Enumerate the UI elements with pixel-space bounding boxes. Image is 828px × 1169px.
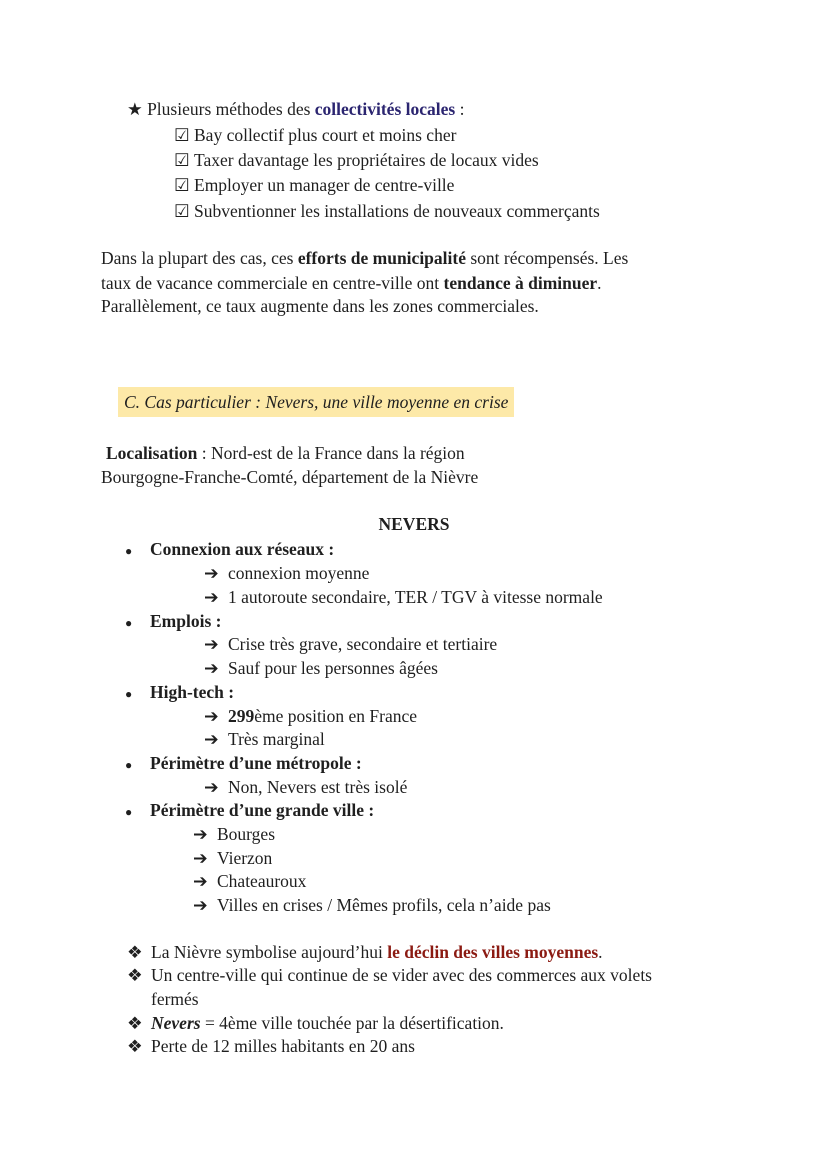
sub-item: ➔ connexion moyenne xyxy=(204,563,370,583)
bullet-item: ● High-tech : xyxy=(125,680,234,706)
checklist-text: Employer un manager de centre-ville xyxy=(194,175,455,195)
bullet-item: ● Périmètre d’une grande ville : xyxy=(125,798,374,824)
localisation-line: Localisation : Nord-est de la France dans la région xyxy=(106,443,465,463)
sub-item: ➔ 299ème position en France xyxy=(204,706,418,726)
checkbox-icon: ☑ xyxy=(174,175,190,195)
checkbox-icon: ☑ xyxy=(174,201,190,221)
bullet-item: ● Connexion aux réseaux : xyxy=(125,537,334,563)
localisation-label: Localisation xyxy=(106,443,198,463)
diamond-icon: ❖ xyxy=(127,1036,143,1056)
paragraph-line: taux de vacance commerciale en centre-ville ont tendance à diminuer. xyxy=(101,273,602,293)
sub-item: ➔ Très marginal xyxy=(204,729,325,749)
arrow-right-icon: ➔ xyxy=(204,587,219,607)
checklist-item xyxy=(174,123,456,147)
bullet-icon: ● xyxy=(125,616,133,630)
checklist-text: Taxer davantage les propriétaires de locaux vides xyxy=(194,150,539,170)
arrow-right-icon: ➔ xyxy=(204,634,219,654)
sub-item: ➔ Sauf pour les personnes âgées xyxy=(204,658,438,678)
diamond-icon: ❖ xyxy=(127,1013,143,1033)
star-line-text-pre: Plusieurs méthodes des xyxy=(147,99,315,119)
arrow-right-icon: ➔ xyxy=(193,871,208,891)
bullet-icon: ● xyxy=(125,544,133,558)
arrow-right-icon: ➔ xyxy=(193,824,208,844)
arrow-right-icon: ➔ xyxy=(204,706,219,726)
sub-item: ➔ Non, Nevers est très isolé xyxy=(204,777,408,797)
diamond-icon: ❖ xyxy=(127,942,143,962)
bullet-item: ● Périmètre d’une métropole : xyxy=(125,751,362,777)
checklist-item xyxy=(174,173,454,197)
bullet-icon: ● xyxy=(125,805,133,819)
diamond-item: ❖ Perte de 12 milles habitants en 20 ans xyxy=(127,1036,415,1056)
localisation-line: Bourgogne-Franche-Comté, département de la Nièvre xyxy=(101,467,479,487)
checklist-item xyxy=(174,148,539,172)
arrow-right-icon: ➔ xyxy=(193,848,208,868)
bullet-icon: ● xyxy=(125,687,133,701)
arrow-right-icon: ➔ xyxy=(204,729,219,749)
bullet-item: ● Emplois : xyxy=(125,609,221,635)
bullet-icon: ● xyxy=(125,758,133,772)
diamond-item-continuation: fermés xyxy=(151,989,199,1009)
checkbox-icon: ☑ xyxy=(174,150,190,170)
diamond-icon: ❖ xyxy=(127,965,143,985)
star-icon: ★ xyxy=(127,99,143,119)
sub-item: ➔ Crise très grave, secondaire et tertiaire xyxy=(204,634,498,654)
paragraph-line: Parallèlement, ce taux augmente dans les zones commerciales. xyxy=(101,296,539,316)
diamond-item: ❖ Un centre-ville qui continue de se vider avec des commerces aux volets xyxy=(127,965,652,985)
star-line-text-post: : xyxy=(455,99,465,119)
page-title: NEVERS xyxy=(378,514,450,534)
star-line-bold: collectivités locales xyxy=(314,99,456,119)
paragraph-line: Dans la plupart des cas, ces efforts de municipalité sont récompensés. Les xyxy=(101,248,629,268)
sub-item: ➔ Villes en crises / Mêmes profils, cela n’aide pas xyxy=(193,895,551,915)
sub-item: ➔ 1 autoroute secondaire, TER / TGV à vitesse normale xyxy=(204,587,603,607)
star-line xyxy=(127,97,464,121)
sub-item: ➔ Chateauroux xyxy=(193,871,307,891)
arrow-right-icon: ➔ xyxy=(193,895,208,915)
checklist-item xyxy=(174,199,600,223)
diamond-item: ❖ La Nièvre symbolise aujourd’hui le déclin des villes moyennes. xyxy=(127,942,603,962)
checklist-text: Bay collectif plus court et moins cher xyxy=(194,125,457,145)
arrow-right-icon: ➔ xyxy=(204,658,219,678)
sub-item: ➔ Bourges xyxy=(193,824,276,844)
arrow-right-icon: ➔ xyxy=(204,563,219,583)
section-heading: C. Cas particulier : Nevers, une ville moyenne en crise xyxy=(118,387,514,417)
diamond-item: ❖ Nevers = 4ème ville touchée par la désertification. xyxy=(127,1013,504,1033)
checkbox-icon: ☑ xyxy=(174,125,190,145)
checklist-text: Subventionner les installations de nouveaux commerçants xyxy=(194,201,600,221)
sub-item: ➔ Vierzon xyxy=(193,848,273,868)
arrow-right-icon: ➔ xyxy=(204,777,219,797)
